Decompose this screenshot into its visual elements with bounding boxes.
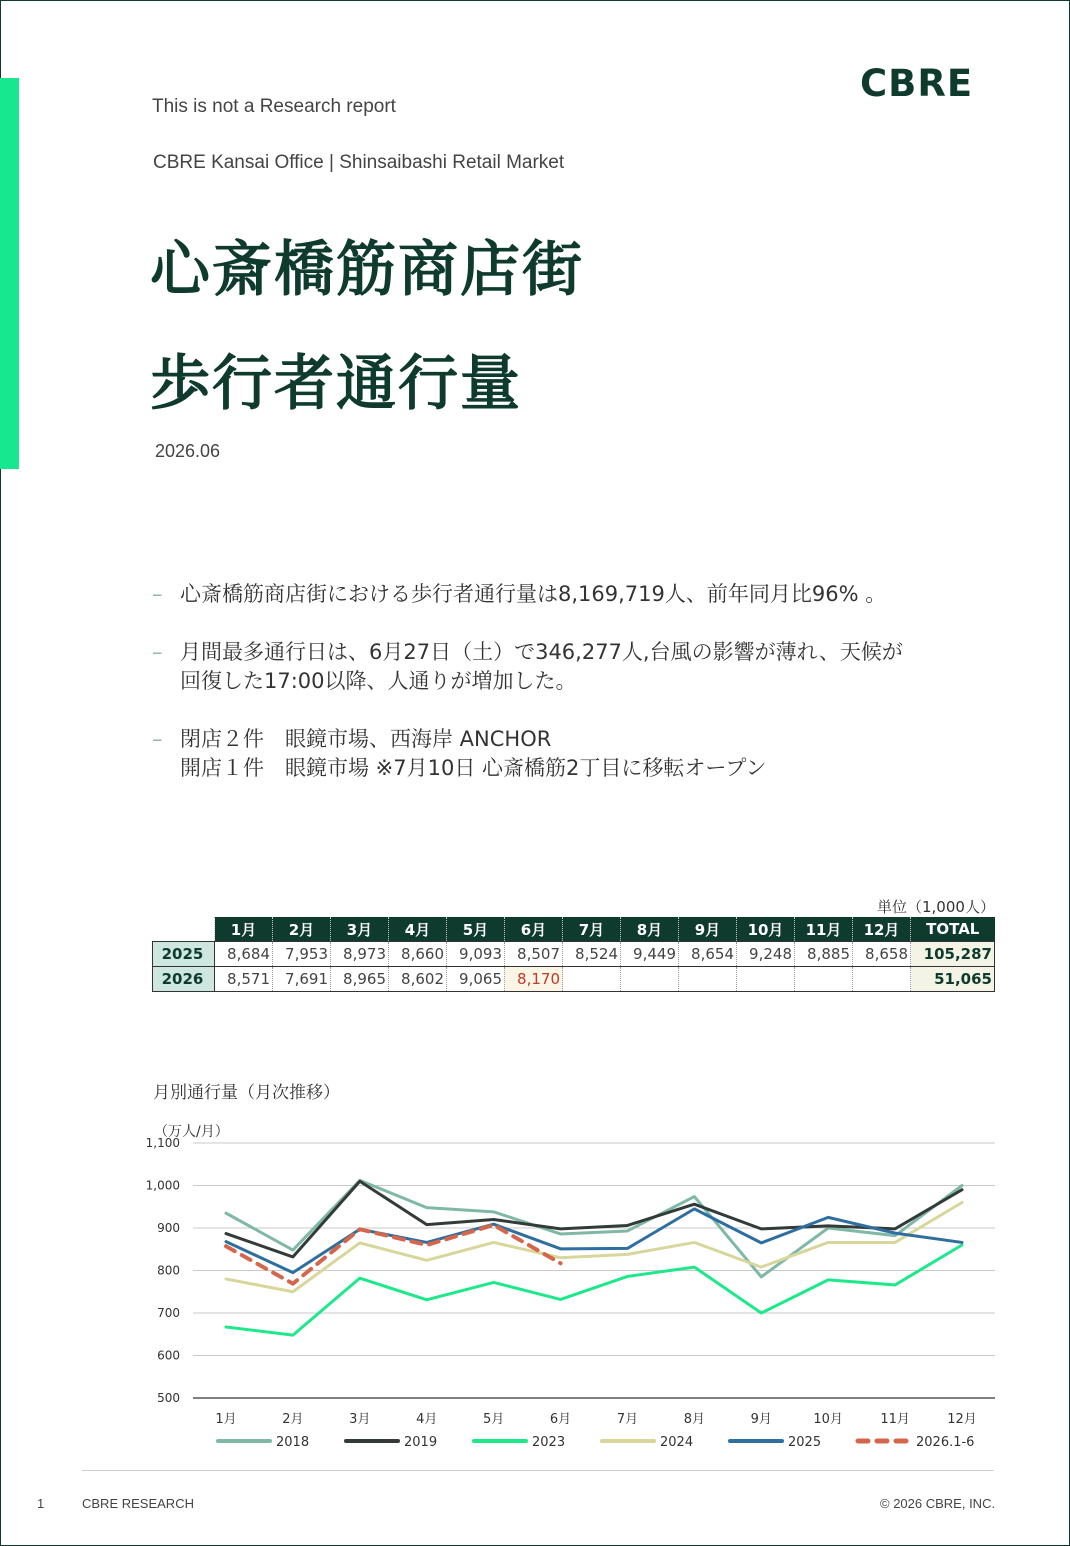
page-number: 1: [37, 1496, 45, 1511]
table-cell: 7,953: [273, 942, 331, 967]
table-column-header: 5月: [447, 917, 505, 942]
table-column-header: 11月: [795, 917, 853, 942]
table-column-header: 3月: [331, 917, 389, 942]
y-tick-label: 900: [157, 1221, 180, 1235]
bullet-item: [152, 725, 1012, 783]
table-cell: 8,658: [853, 942, 911, 967]
table-column-header: 8月: [621, 917, 679, 942]
table-column-header: 10月: [737, 917, 795, 942]
legend-label: 2025: [788, 1435, 822, 1450]
bullet-dash: –: [152, 727, 163, 751]
table-cell: 8,654: [679, 942, 737, 967]
line-chart: [140, 1118, 1010, 1458]
table-column-header: 7月: [563, 917, 621, 942]
table-unit: 単位（1,000人）: [877, 898, 995, 916]
table-corner: [153, 917, 215, 942]
table-row: [153, 942, 995, 967]
table-column-header: 12月: [853, 917, 911, 942]
y-tick-label: 500: [157, 1391, 180, 1405]
table-column-header: 6月: [505, 917, 563, 942]
legend-label: 2024: [660, 1435, 694, 1450]
row-year: 2026: [153, 967, 215, 992]
table-cell: 8,973: [331, 942, 389, 967]
bullet-text-line: 回復した17:00以降、人通りが増加した。: [180, 669, 577, 693]
table-cell: 9,449: [621, 942, 679, 967]
row-year: 2025: [153, 942, 215, 967]
report-date: 2026.06: [155, 441, 221, 461]
table-cell-highlight: 8,170: [505, 967, 563, 992]
legend-label: 2019: [404, 1435, 438, 1450]
y-tick-label: 700: [157, 1306, 180, 1320]
y-tick-label: 800: [157, 1263, 180, 1278]
bullet-item: [152, 638, 1012, 696]
x-tick-label: 12月: [947, 1412, 977, 1427]
footer-divider: [82, 1470, 994, 1471]
table-column-header: 4月: [389, 917, 447, 942]
bullet-dash: –: [152, 640, 163, 664]
chart-title: 月別通行量（月次推移）: [153, 1083, 340, 1103]
y-tick-label: 600: [157, 1348, 180, 1363]
table-cell: 7,691: [273, 967, 331, 992]
series-line-2026.1-6: [226, 1225, 561, 1284]
office-line: CBRE Kansai Office | Shinsaibashi Retail Market: [153, 152, 565, 173]
y-tick-label: 1,000: [145, 1178, 180, 1193]
series-line-2025: [226, 1209, 962, 1273]
cbre-logo: CBRE: [860, 62, 974, 105]
bullet-text-line: 月間最多通行日は、6月27日（土）で346,277人,台風の影響が薄れ、天候が: [180, 640, 903, 664]
table-cell: 8,524: [563, 942, 621, 967]
bullet-text-line: 心斎橋筋商店街における歩行者通行量は8,169,719人、前年同月比96% 。: [180, 582, 887, 606]
bullet-text-line: 閉店２件 眼鏡市場、西海岸 ANCHOR: [180, 727, 552, 751]
bullet-text-line: 開店１件 眼鏡市場 ※7月10日 心斎橋筋2丁目に移転オープン: [180, 756, 767, 780]
table-cell: 9,065: [447, 967, 505, 992]
table-column-header: TOTAL: [911, 917, 995, 942]
table-cell: 8,602: [389, 967, 447, 992]
x-tick-label: 5月: [482, 1412, 505, 1427]
table-total-cell: 105,287: [911, 942, 995, 967]
footer-right: © 2026 CBRE, INC.: [880, 1496, 996, 1511]
summary-bullets: [152, 580, 1012, 812]
table-cell: [737, 967, 795, 992]
table-cell: [621, 967, 679, 992]
x-tick-label: 7月: [616, 1412, 639, 1427]
table-cell: [795, 967, 853, 992]
x-tick-label: 4月: [416, 1412, 438, 1427]
table-column-header: 2月: [273, 917, 331, 942]
table-total-cell: 51,065: [911, 967, 995, 992]
table-cell: 9,248: [737, 942, 795, 967]
x-tick-label: 1月: [215, 1412, 237, 1427]
x-tick-label: 3月: [349, 1412, 371, 1427]
footer-left: CBRE RESEARCH: [82, 1496, 194, 1511]
legend-label: 2018: [276, 1435, 310, 1450]
x-tick-label: 8月: [683, 1412, 706, 1427]
table-cell: 8,660: [389, 942, 447, 967]
legend-label: 2023: [532, 1435, 566, 1450]
y-axis-unit-label: （万人/月）: [154, 1124, 229, 1140]
table-row: [153, 967, 995, 992]
table-header-row: [153, 917, 995, 942]
y-tick-label: 1,100: [145, 1136, 180, 1150]
table-cell: 9,093: [447, 942, 505, 967]
accent-bar: [0, 78, 19, 469]
table-cell: [679, 967, 737, 992]
x-tick-label: 2月: [282, 1412, 304, 1427]
x-tick-label: 6月: [549, 1412, 572, 1427]
table-cell: 8,571: [215, 967, 273, 992]
legend-label: 2026.1-6: [916, 1435, 975, 1450]
traffic-table: [152, 917, 995, 992]
table-cell: 8,965: [331, 967, 389, 992]
table-cell: [853, 967, 911, 992]
table-cell: [563, 967, 621, 992]
table-column-header: 9月: [679, 917, 737, 942]
table-cell: 8,684: [215, 942, 273, 967]
x-tick-label: 11月: [880, 1412, 910, 1427]
disclaimer: This is not a Research report: [152, 96, 396, 117]
page-title-line2: 歩行者通行量: [150, 349, 522, 419]
table-column-header: 1月: [215, 917, 273, 942]
x-tick-label: 9月: [750, 1412, 772, 1427]
x-tick-label: 10月: [813, 1412, 843, 1427]
table-cell: 8,507: [505, 942, 563, 967]
bullet-item: [152, 580, 1012, 609]
table-cell: 8,885: [795, 942, 853, 967]
page-title-line1: 心斎橋筋商店街: [150, 235, 584, 305]
bullet-dash: –: [152, 582, 163, 606]
